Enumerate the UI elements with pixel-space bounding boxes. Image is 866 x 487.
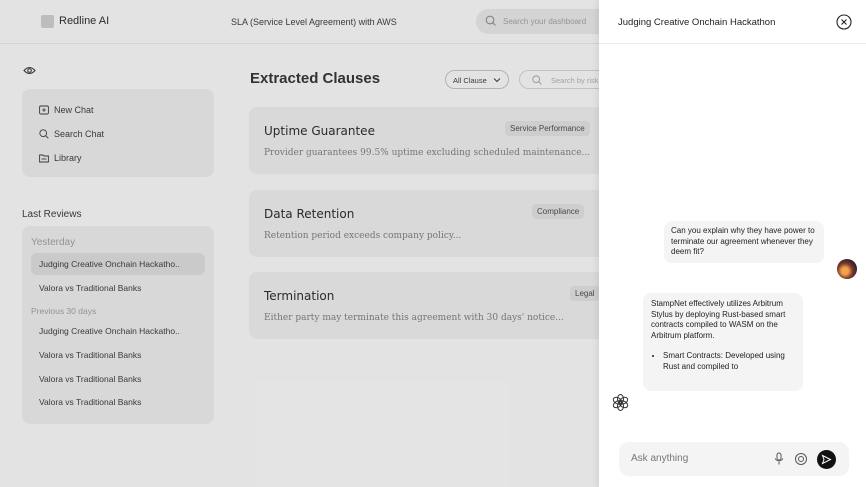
ai-message-list xyxy=(651,351,795,372)
avatar xyxy=(837,259,857,279)
sidebar-item-label: New Chat xyxy=(54,105,94,115)
clause-description: Either party may terminate this agreement with 30 days' notice... xyxy=(264,313,564,323)
sidebar-item-label: Search Chat xyxy=(54,129,105,139)
review-item[interactable]: Valora vs Traditional Banks xyxy=(39,374,142,384)
review-item[interactable]: Valora vs Traditional Banks xyxy=(39,350,142,360)
app-name: Redline AI xyxy=(59,15,110,27)
chat-composer[interactable] xyxy=(619,442,849,476)
send-button[interactable] xyxy=(817,450,836,469)
section-previous-30-days: Previous 30 days xyxy=(31,306,97,316)
clause-tag: Legal xyxy=(570,286,600,301)
risk-search-placeholder: Search by risk xyxy=(551,76,599,85)
clause-tag: Service Performance xyxy=(505,121,590,136)
clause-tag: Compliance xyxy=(532,204,584,219)
review-item[interactable]: Valora vs Traditional Banks xyxy=(39,397,142,407)
drawer-title: Judging Creative Onchain Hackathon xyxy=(618,17,776,28)
sidebar-item-label: Library xyxy=(54,153,82,163)
last-reviews-title: Last Reviews xyxy=(22,209,82,220)
clause-description: Retention period exceeds company policy... xyxy=(264,231,462,241)
clause-title: Uptime Guarantee xyxy=(264,124,375,138)
filter-label: All Clause xyxy=(453,76,487,85)
composer-placeholder: Ask anything xyxy=(631,453,689,464)
document-title: SLA (Service Level Agreement) with AWS xyxy=(231,17,397,27)
clause-description: Provider guarantees 99.5% uptime excluding scheduled maintenance... xyxy=(264,148,591,158)
close-icon[interactable] xyxy=(836,14,852,30)
ai-message xyxy=(643,293,803,391)
ai-message-bullet: • Smart Contracts: Developed using Rust and compiled to xyxy=(663,351,795,372)
ai-assistant-icon xyxy=(611,393,630,412)
clause-title: Termination xyxy=(264,289,335,303)
attachment-icon[interactable] xyxy=(794,452,808,466)
page-title: Extracted Clauses xyxy=(250,70,381,87)
microphone-icon[interactable] xyxy=(773,452,785,466)
send-icon xyxy=(821,454,832,465)
search-placeholder: Search your dashboard xyxy=(503,17,587,26)
drawer-header xyxy=(599,0,866,44)
user-message: Can you explain why they have power to terminate our agreement whenever they deem fit? xyxy=(664,221,824,263)
section-yesterday: Yesterday xyxy=(31,237,76,248)
ai-message-paragraph: StampNet effectively utilizes Arbitrum Stylus by deploying Rust-based smart contracts compiled to WASM on the Arbitrum platform. xyxy=(651,299,786,340)
review-item[interactable]: Judging Creative Onchain Hackatho.. xyxy=(39,326,180,336)
review-item[interactable]: Valora vs Traditional Banks xyxy=(39,283,142,293)
clause-title: Data Retention xyxy=(264,207,355,221)
review-item[interactable]: Judging Creative Onchain Hackatho.. xyxy=(31,253,205,275)
